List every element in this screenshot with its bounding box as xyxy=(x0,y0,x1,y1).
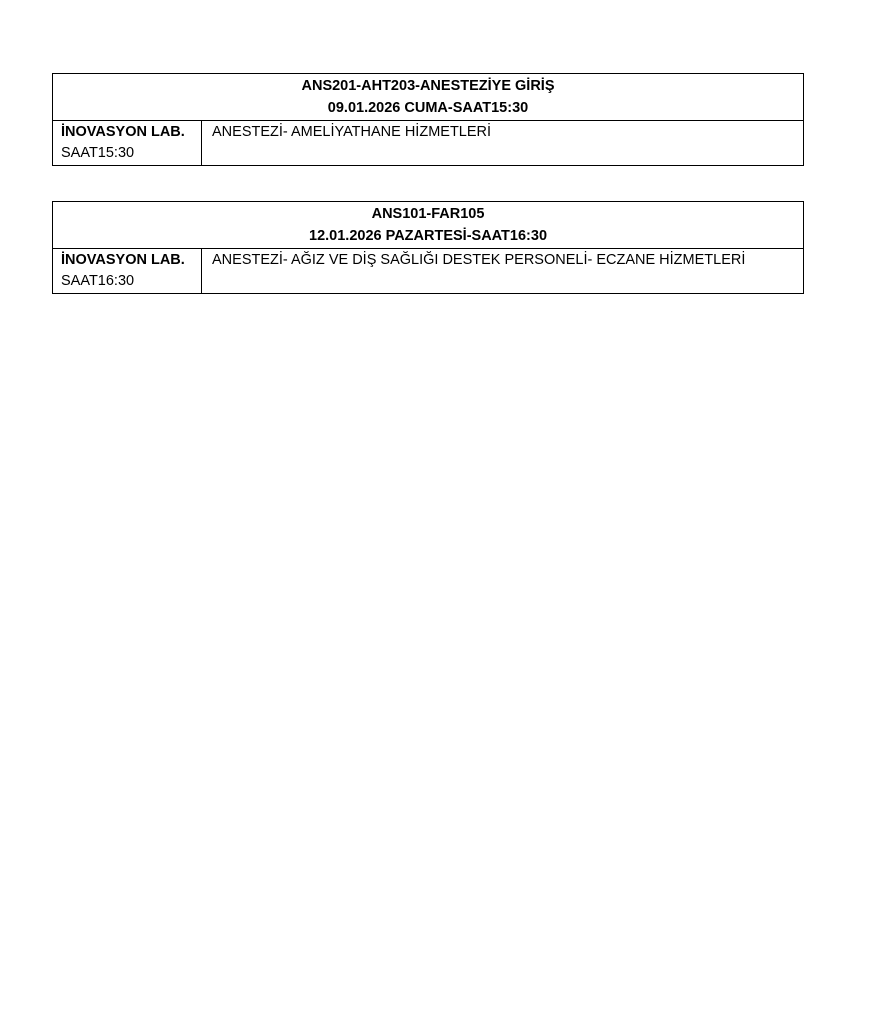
location-time: SAAT16:30 xyxy=(61,273,135,289)
programs-cell: ANESTEZİ- AMELİYATHANE HİZMETLERİ xyxy=(202,121,804,166)
programs-cell: ANESTEZİ- AĞIZ VE DİŞ SAĞLIĞI DESTEK PERSONELİ- ECZANE HİZMETLERİ xyxy=(202,249,804,294)
exam-title: ANS101-FAR105 xyxy=(371,206,485,222)
location-cell xyxy=(53,249,202,294)
location-name: İNOVASYON LAB. xyxy=(61,124,185,140)
location-time: SAAT15:30 xyxy=(61,145,135,161)
exam-datetime: 12.01.2026 PAZARTESİ-SAAT16:30 xyxy=(309,228,548,244)
exam-title: ANS201-AHT203-ANESTEZİYE GİRİŞ xyxy=(301,78,555,94)
exam-header-cell xyxy=(53,202,804,249)
exam-detail-row xyxy=(53,121,804,166)
exam-header-row xyxy=(53,74,804,121)
location-cell xyxy=(53,121,202,166)
exam-table-1 xyxy=(52,73,804,166)
location-name: İNOVASYON LAB. xyxy=(61,252,185,268)
exam-table-2 xyxy=(52,201,804,294)
exam-header-row xyxy=(53,202,804,249)
exam-datetime: 09.01.2026 CUMA-SAAT15:30 xyxy=(327,100,529,116)
exam-header-cell xyxy=(53,74,804,121)
exam-detail-row xyxy=(53,249,804,294)
